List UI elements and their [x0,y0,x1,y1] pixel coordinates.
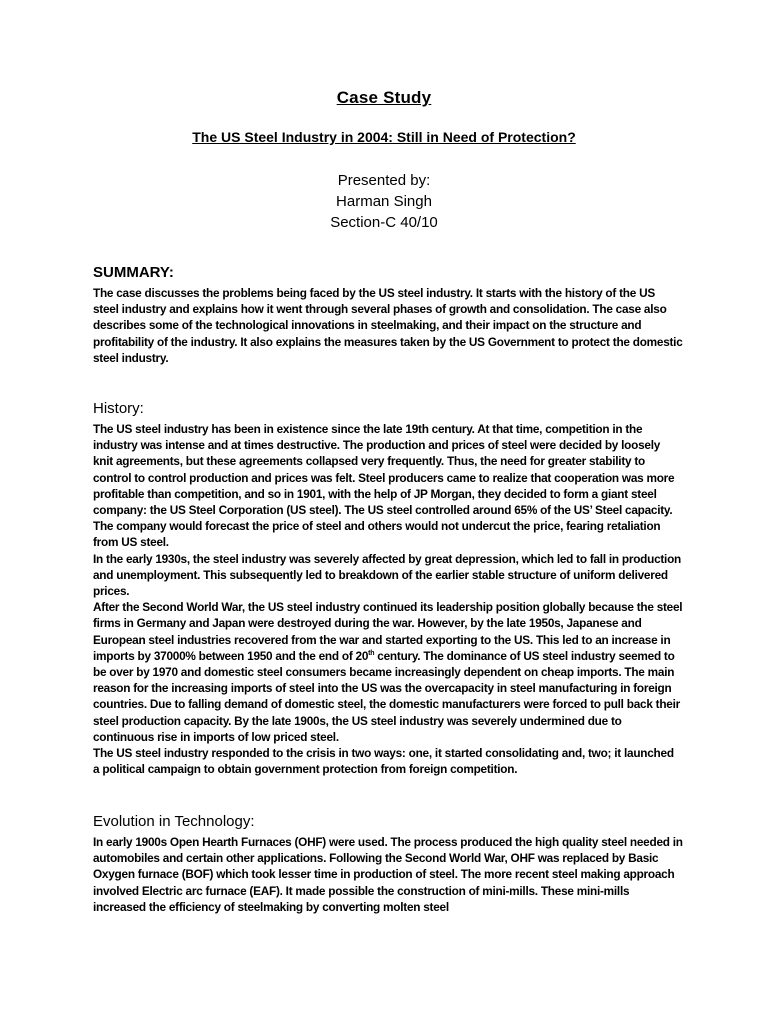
document-title: Case Study [336,88,432,107]
author-name: Harman Singh [336,193,432,210]
document-subtitle: The US Steel Industry in 2004: Still in Need of Protection? [192,129,576,145]
history-paragraph-3-part-a: After the Second World War, the US steel industry continued its leadership position globally because the steel firms in Germany and Japan were destroyed during the war. However, by the late 1950s, Japanese and European steel industries recovered from the war and started exporting to the US. This led to an increase in imports by 37000% between 1950 and the end of 20 [93,600,683,663]
author-section: Section-C 40/10 [330,214,438,231]
history-paragraph-4: The US steel industry responded to the crisis in two ways: one, it started consolidating and, two; it launched a political campaign to obtain government protection from foreign competition. [93,746,674,777]
technology-text [93,834,683,915]
history-heading: History: [93,400,144,417]
history-text [93,421,683,777]
summary-heading: SUMMARY: [93,264,174,281]
history-paragraph-1: The US steel industry has been in existence since the late 19th century. At that time, competition in the industry was intense and at times destructive. The production and prices of steel were decided by loosely knit agreements, but these agreements collapsed very frequently. Thus, the need for greater stability to control to control production and prices was felt. Steel producers came to realize that cooperation was more profitable than competition, and so in 1901, with the help of JP Morgan, they decided to form a giant steel company: the US Steel Corporation (US steel). The US steel controlled around 65% of the US’ Steel capacity. The company would forecast the price of steel and others would not undercut the price, fearing retaliation from US steel. [93,422,675,550]
summary-paragraph: The case discusses the problems being faced by the US steel industry. It starts with the history of the US steel industry and explains how it went through several phases of growth and consolidation. The case also describes some of the technological innovations in steelmaking, and their impact on the structure and profitability of the industry. It also explains the measures taken by the US Government to protect the domestic steel industry. [93,286,683,365]
summary-text [93,285,683,366]
presented-by-label: Presented by: [337,172,431,189]
history-paragraph-3-part-b: century. The dominance of US steel industry seemed to be over by 1970 and domestic steel consumers became increasingly dependent on cheap imports. The main reason for the increasing imports of steel into the US was the overcapacity in steel manufacturing in foreign countries. Due to falling demand of domestic steel, the domestic manufacturers were forced to pull back their steel production capacity. By the late 1900s, the US steel industry was severely undermined due to continuous rise in imports of low priced steel. [93,648,680,744]
technology-paragraph: In early 1900s Open Hearth Furnaces (OHF) were used. The process produced the high quality steel needed in automobiles and certain other applications. Following the Second World War, OHF was replaced by Basic Oxygen furnace (BOF) which took lesser time in production of steel. The more recent steel making approach involved Electric arc furnace (EAF). It made possible the construction of mini-mills. These mini-mills increased the efficiency of steelmaking by converting molten steel [93,835,683,914]
history-paragraph-2: In the early 1930s, the steel industry was severely affected by great depression, which led to fall in production and unemployment. This subsequently led to breakdown of the earlier stable structure of uniform delivered prices. [93,551,681,599]
ordinal-suffix: th [368,649,375,657]
technology-heading: Evolution in Technology: [93,813,255,830]
history-paragraph-3 [93,599,683,745]
